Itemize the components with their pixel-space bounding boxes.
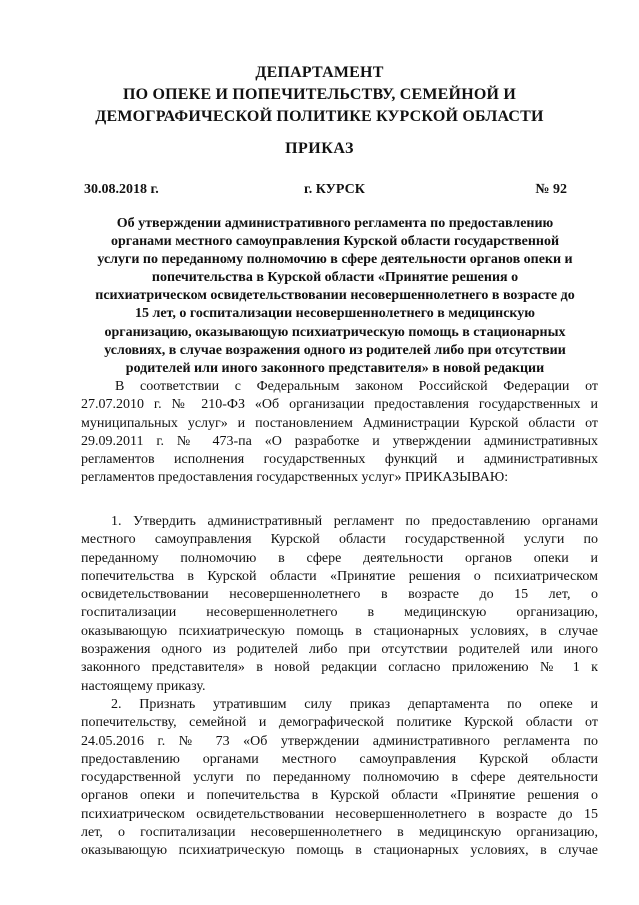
subject-line: услуги по переданному полномочию в сфере деятельности органов опеки и [97,252,573,268]
preamble-line: 27.07.2010 г. № 210-ФЗ «Об организации предоставления государственных и [81,397,598,413]
item-line: органов опеки и попечительства в Курской области «Принятие решения о [81,788,598,804]
order-city: г. КУРСК [304,182,365,197]
item-line: переданному полномочию в сфере деятельности органов опеки и [81,550,598,566]
item-line: возражения одного из родителей либо при отсутствии родителей или иного [81,642,598,658]
preamble-line: муниципальных услуг» и постановлением Администрации Курской области от [81,415,598,431]
preamble-line: 29.09.2011 г. № 473-па «О разработке и утверждении административных [81,433,598,449]
item-line: местного самоуправления Курской области государственной услуги по [81,532,598,548]
preamble-paragraph [81,378,598,488]
item-line: оказывающую психиатрическую помощь в стационарных условиях, в случае [81,843,598,859]
department-header [60,62,579,128]
order-items [81,513,598,861]
order-number: № 92 [535,182,567,197]
order-subject [70,215,600,378]
subject-line: условиях, в случае возражения одного из родителей либо при отсутствии [104,342,566,358]
item-line: 2. Признать утратившим силу приказ департамента по опеке и [111,696,598,712]
header-line-3: ДЕМОГРАФИЧЕСКОЙ ПОЛИТИКЕ КУРСКОЙ ОБЛАСТИ [95,108,544,125]
subject-line: органами местного самоуправления Курской области государственной [110,234,560,250]
order-item-2 [81,696,598,861]
order-title: ПРИКАЗ [285,140,354,157]
preamble-line: В соответствии с Федеральным законом Российской Федерации от [115,379,598,394]
header-line-1: ДЕПАРТАМЕНТ [255,64,384,81]
item-line: государственной услуги по переданному полномочию в сфере деятельности [81,770,598,786]
item-line: лет, о госпитализации несовершеннолетнего в медицинскую организацию, [81,825,598,841]
preamble-line: регламентов предоставления государственных услуг» ПРИКАЗЫВАЮ: [81,470,509,486]
item-line: госпитализации несовершеннолетнего в медицинскую организацию, [81,605,598,621]
header-line-2: ПО ОПЕКЕ И ПОПЕЧИТЕЛЬСТВУ, СЕМЕЙНОЙ И [123,86,516,103]
item-line: попечительству, семейной и демографической политике Курской области от [81,715,598,731]
item-line: освидетельствовании несовершеннолетнего в возрасте до 15 лет, о [81,587,598,603]
item-line: законного представителя» в новой редакции согласно приложению № 1 к [81,660,598,676]
item-line: предоставлению органами местного самоуправления Курской области [81,751,598,767]
item-line: настоящему приказу. [81,678,206,694]
subject-line: попечительства в Курской области «Принятие решения о [151,270,519,286]
item-line: попечительства в Курской области «Принятие решения о психиатрическом [81,568,598,584]
subject-line: Об утверждении административного регламента по предоставлению [116,216,554,231]
order-meta-row [84,180,567,200]
preamble-line: регламентов исполнения государственных функций и административных [81,452,598,468]
subject-line: организацию, оказывающую психиатрическую помощь в стационарных [104,324,566,340]
subject-line: психиатрическом освидетельствовании несовершеннолетнего в возрасте до [95,288,575,304]
item-line: 1. Утвердить административный регламент по предоставлению органами [111,514,598,529]
subject-line: 15 лет, о госпитализации несовершеннолетнего в медицинскую [134,306,535,322]
order-item-1 [81,513,598,696]
order-date: 30.08.2018 г. [84,182,159,197]
subject-line: родителей или иного законного представителя» в новой редакции [125,360,545,376]
item-line: 24.05.2016 г. № 73 «Об утверждении административного регламента по [81,733,598,749]
item-line: психиатрическом освидетельствовании несовершеннолетнего в возрасте до 15 [81,806,598,822]
item-line: оказывающую психиатрическую помощь в стационарных условиях, в случае [81,623,598,639]
